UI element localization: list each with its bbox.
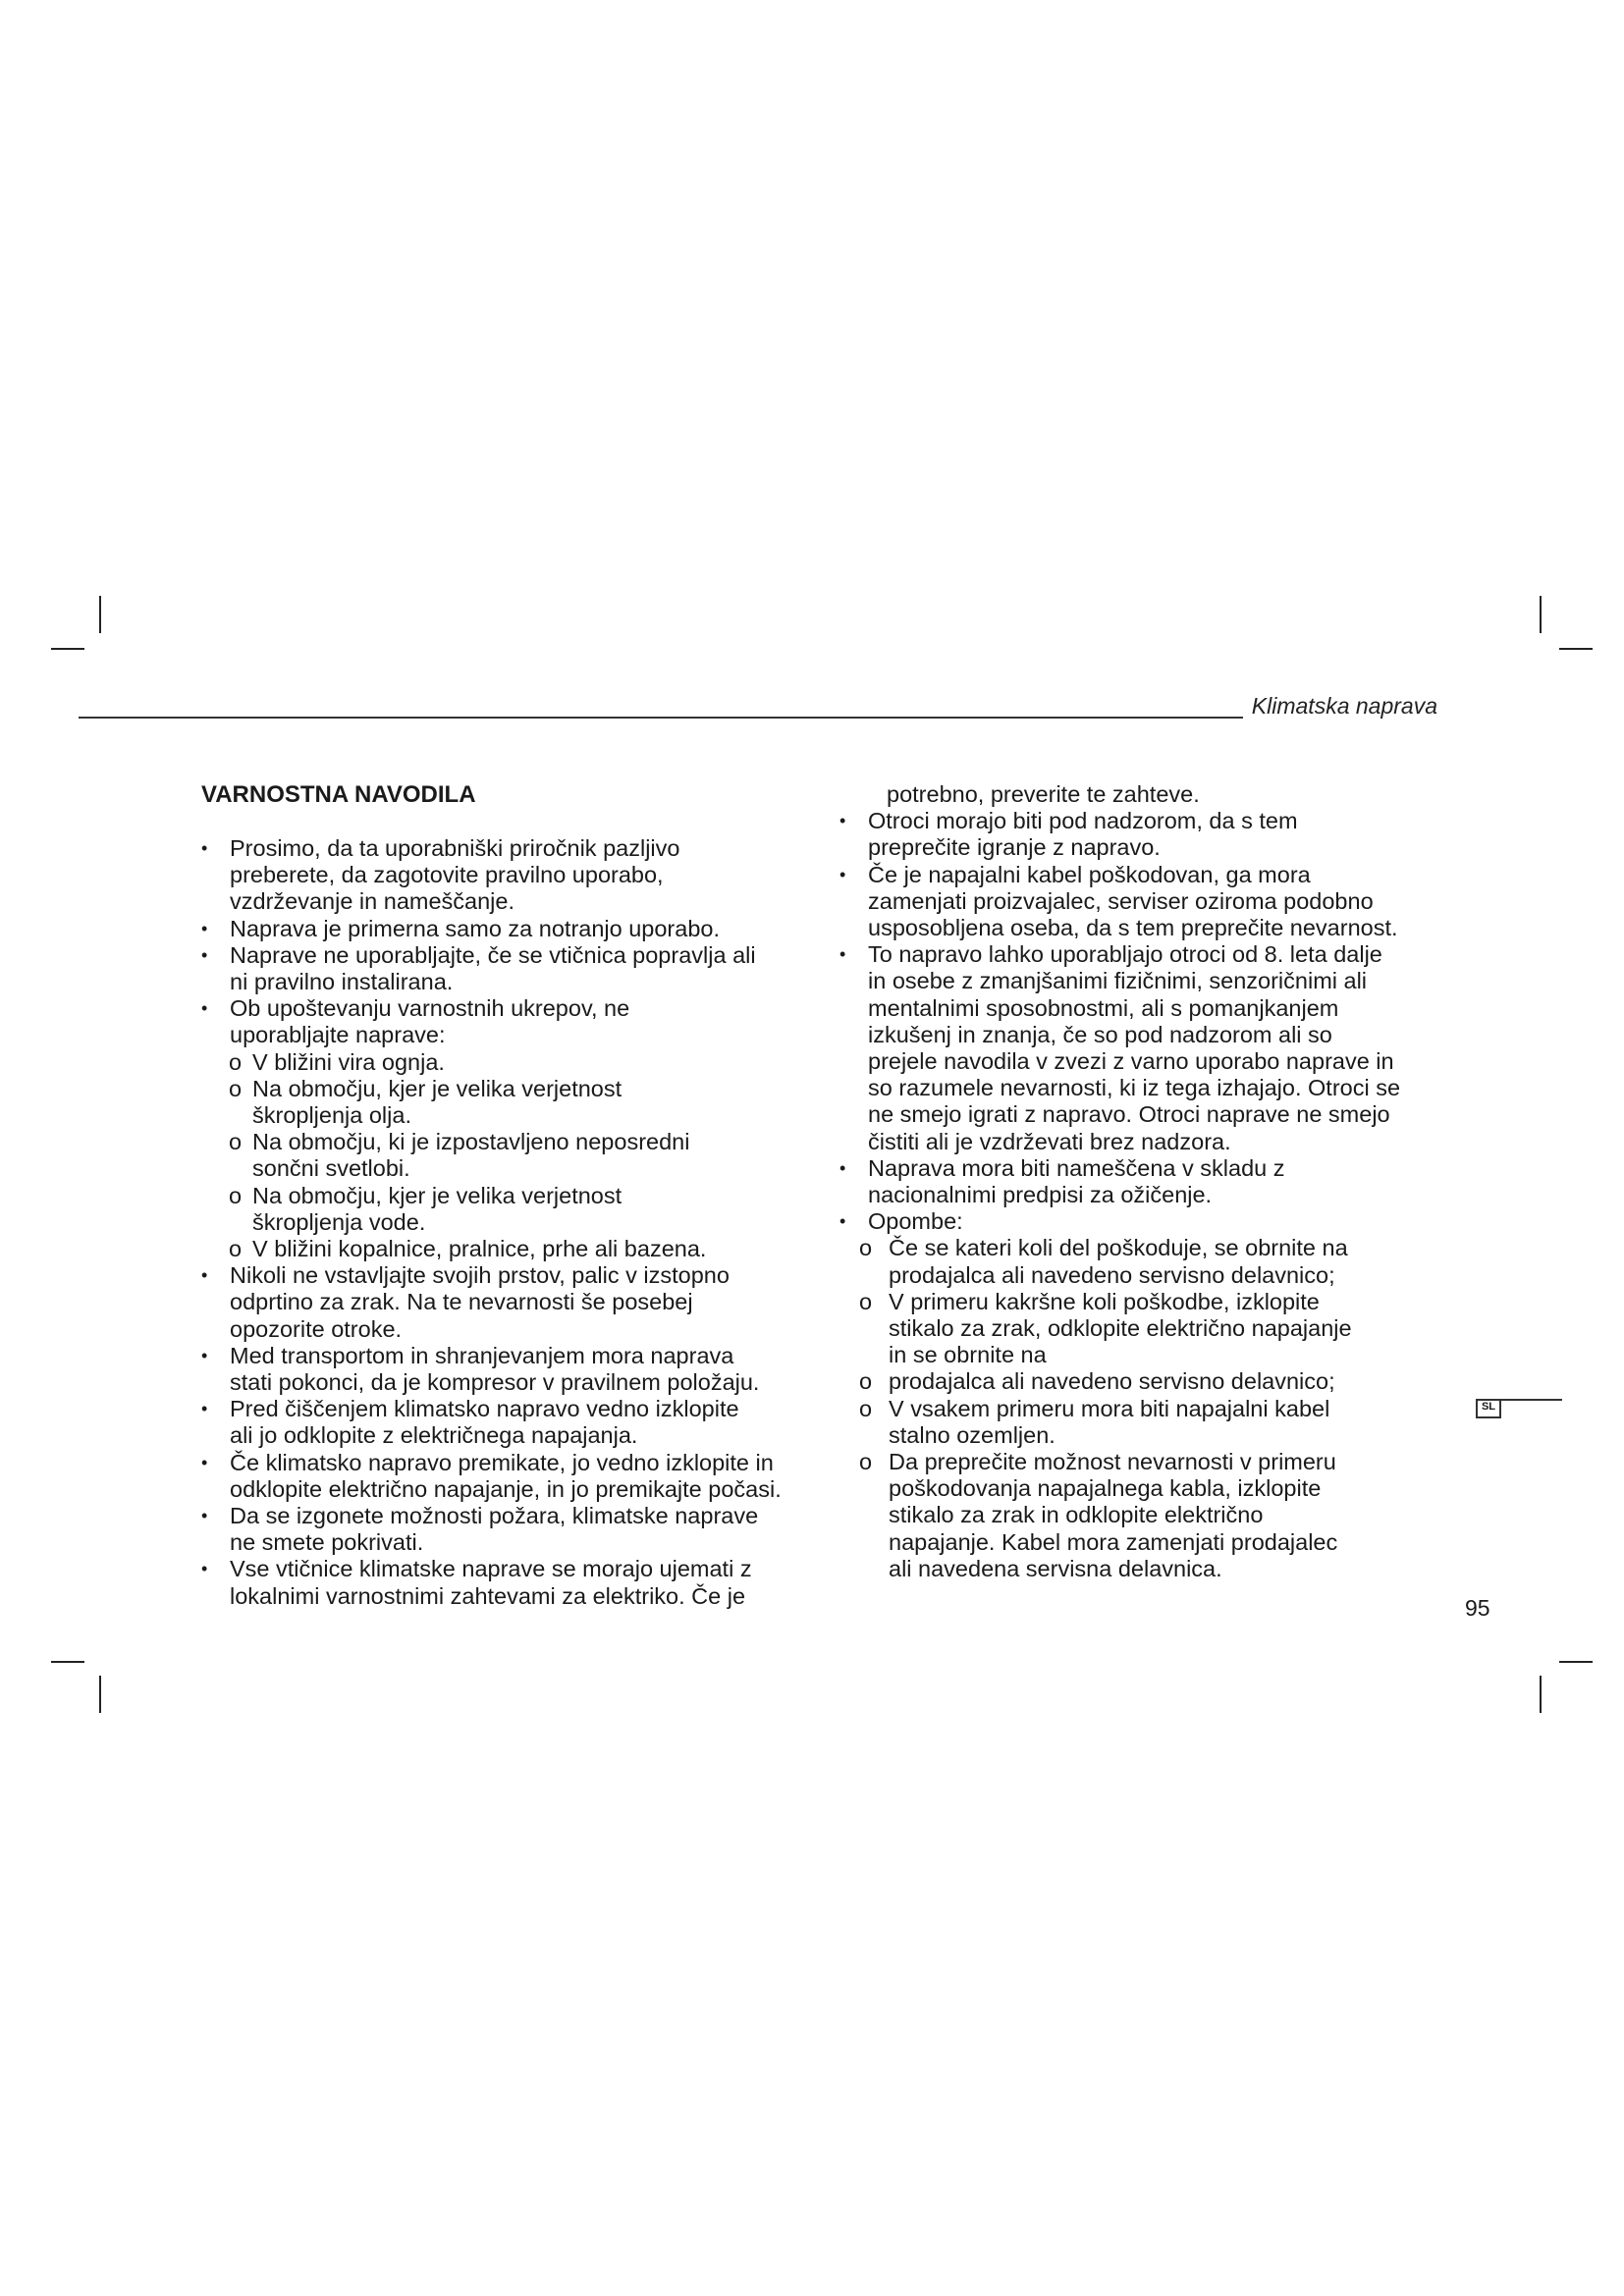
sub-item-marker: o bbox=[859, 1368, 873, 1395]
item-line: V bližini kopalnice, pralnice, prhe ali bazena. bbox=[252, 1236, 707, 1262]
crop-mark-bottom-left-vertical bbox=[99, 1676, 101, 1713]
continued-text bbox=[839, 781, 1448, 808]
item-line: nacionalnimi predpisi za ožičenje. bbox=[868, 1182, 1213, 1208]
item-line: izkušenj in znanja, če so pod nadzorom ali so bbox=[868, 1021, 1332, 1047]
crop-mark-top-right-horizontal bbox=[1559, 648, 1593, 650]
crop-mark-bottom-right-vertical bbox=[1540, 1676, 1542, 1713]
sub-item bbox=[201, 1076, 810, 1129]
item-line: preprečite igranje z napravo. bbox=[868, 834, 1161, 861]
page-number: 95 bbox=[1465, 1595, 1490, 1621]
crop-mark-top-left-vertical bbox=[99, 596, 101, 633]
item-line: • Če klimatsko napravo premikate, jo vedno izklopite in bbox=[230, 1449, 774, 1475]
item-line: Na območju, kjer je velika verjetnost bbox=[252, 1075, 623, 1101]
item-line: • Naprave ne uporabljajte, če se vtičnica popravlja ali bbox=[230, 941, 756, 968]
crop-mark-bottom-left-horizontal bbox=[51, 1661, 84, 1663]
item-line: • Ob upoštevanju varnostnih ukrepov, ne bbox=[230, 995, 630, 1022]
item-line: • Vse vtičnice klimatske naprave se morajo ujemati z bbox=[230, 1556, 752, 1582]
item-line: prodajalca ali navedeno servisno delavnico; bbox=[889, 1368, 1335, 1395]
item-line: preberete, da zagotovite pravilno uporabo, bbox=[230, 862, 664, 888]
item-line: vzdrževanje in nameščanje. bbox=[230, 888, 514, 915]
item-line: stikalo za zrak, odklopite električno napajanje bbox=[889, 1315, 1352, 1342]
item-line: ne smejo igrati z napravo. Otroci naprave ne smejo bbox=[868, 1101, 1390, 1128]
item-line: lokalnimi varnostnimi zahtevami za elektriko. Če je bbox=[230, 1582, 746, 1609]
item-line: ne smete pokrivati. bbox=[230, 1529, 424, 1556]
item-line: ni pravilno instalirana. bbox=[230, 969, 454, 995]
item-line: • Naprava mora biti nameščena v skladu z bbox=[868, 1154, 1285, 1181]
item-line: ali navedena servisna delavnica. bbox=[889, 1555, 1222, 1581]
sub-item bbox=[201, 1183, 810, 1236]
sub-item-marker: o bbox=[229, 1048, 243, 1075]
item-line: uporabljajte naprave: bbox=[230, 1022, 446, 1048]
item-line: in se obrnite na bbox=[889, 1342, 1047, 1368]
item-line: Da preprečite možnost nevarnosti v primeru bbox=[889, 1449, 1336, 1475]
item-line: • To napravo lahko uporabljajo otroci od 8. leta dalje bbox=[868, 941, 1382, 968]
item-line: odklopite električno napajanje, in jo premikajte počasi. bbox=[230, 1475, 782, 1502]
right-item-list bbox=[839, 781, 1448, 1582]
sub-item bbox=[201, 1236, 810, 1262]
bullet-item bbox=[201, 916, 810, 942]
bullet-item bbox=[201, 1450, 810, 1503]
item-line: usposobljena oseba, da s tem preprečite nevarnost. bbox=[868, 915, 1398, 941]
crop-mark-top-left-horizontal bbox=[51, 648, 84, 650]
bullet-item bbox=[201, 1262, 810, 1343]
item-line: V vsakem primeru mora biti napajalni kabel bbox=[889, 1395, 1330, 1421]
bullet-item bbox=[201, 1396, 810, 1449]
sub-item bbox=[839, 1396, 1448, 1449]
item-line: zamenjati proizvajalec, serviser oziroma podobno bbox=[868, 887, 1374, 914]
item-line: poškodovanja napajalnega kabla, izklopite bbox=[889, 1475, 1322, 1502]
sub-item-marker: o bbox=[229, 1236, 243, 1262]
item-line: potrebno, preverite te zahteve. bbox=[887, 781, 1200, 807]
bullet-item bbox=[839, 1208, 1448, 1235]
item-line: škropljenja olja. bbox=[252, 1102, 411, 1129]
bullet-item bbox=[201, 995, 810, 1048]
sub-item bbox=[839, 1449, 1448, 1582]
crop-mark-bottom-right-horizontal bbox=[1559, 1661, 1593, 1663]
bullet-item bbox=[201, 1343, 810, 1396]
section-title: VARNOSTNA NAVODILA bbox=[201, 781, 476, 808]
item-line: stalno ozemljen. bbox=[889, 1421, 1056, 1448]
item-line: stikalo za zrak in odklopite električno bbox=[889, 1502, 1264, 1528]
item-line: sončni svetlobi. bbox=[252, 1155, 410, 1182]
bullet-item bbox=[839, 941, 1448, 1155]
sub-item bbox=[201, 1129, 810, 1182]
item-line: Na območju, ki je izpostavljeno neposredni bbox=[252, 1129, 690, 1155]
bullet-item bbox=[201, 835, 810, 916]
sub-item-marker: o bbox=[859, 1449, 873, 1475]
item-line: so razumele nevarnosti, ki iz tega izhajajo. Otroci se bbox=[868, 1075, 1401, 1101]
sub-item-marker: o bbox=[229, 1129, 243, 1155]
item-line: prejele navodila v zvezi z varno uporabo naprave in bbox=[868, 1048, 1394, 1075]
sub-item-marker: o bbox=[859, 1288, 873, 1314]
item-line: • Naprava je primerna samo za notranjo uporabo. bbox=[230, 915, 720, 941]
language-tab: SL bbox=[1476, 1399, 1501, 1418]
item-line: V bližini vira ognja. bbox=[252, 1048, 445, 1075]
item-line: stati pokonci, da je kompresor v pravilnem položaju. bbox=[230, 1369, 760, 1396]
item-line: V primeru kakršne koli poškodbe, izklopite bbox=[889, 1288, 1320, 1314]
header-title: Klimatska naprava bbox=[1251, 693, 1437, 719]
item-line: • Otroci morajo biti pod nadzorom, da s tem bbox=[868, 808, 1298, 834]
bullet-item bbox=[839, 862, 1448, 942]
crop-mark-top-right-vertical bbox=[1540, 596, 1542, 633]
bullet-item bbox=[201, 1503, 810, 1556]
item-line: Če se kateri koli del poškoduje, se obrnite na bbox=[889, 1235, 1348, 1261]
item-line: odprtino za zrak. Na te nevarnosti še posebej bbox=[230, 1289, 693, 1315]
sub-item bbox=[839, 1289, 1448, 1369]
bullet-item bbox=[839, 808, 1448, 861]
bullet-item bbox=[201, 942, 810, 995]
left-column bbox=[201, 781, 810, 1610]
right-column bbox=[839, 781, 1448, 1582]
item-line: mentalnimi sposobnostmi, ali s pomanjkanjem bbox=[868, 994, 1339, 1021]
item-line: prodajalca ali navedeno servisno delavnico; bbox=[889, 1261, 1335, 1288]
sub-item bbox=[201, 1049, 810, 1076]
sub-item bbox=[839, 1368, 1448, 1395]
item-line: ali jo odklopite z električnega napajanja. bbox=[230, 1422, 638, 1449]
bullet-item bbox=[839, 1155, 1448, 1208]
item-line: • Opombe: bbox=[868, 1208, 963, 1235]
item-line: • Nikoli ne vstavljajte svojih prstov, palic v izstopno bbox=[230, 1262, 730, 1289]
bullet-item bbox=[201, 1556, 810, 1609]
sub-item-marker: o bbox=[859, 1395, 873, 1421]
sub-item bbox=[839, 1235, 1448, 1288]
sub-item-marker: o bbox=[859, 1235, 873, 1261]
item-line: napajanje. Kabel mora zamenjati prodajalec bbox=[889, 1528, 1338, 1555]
item-line: čistiti ali je vzdrževati brez nadzora. bbox=[868, 1128, 1231, 1154]
item-line: • Če je napajalni kabel poškodovan, ga mora bbox=[868, 861, 1311, 887]
sub-item-marker: o bbox=[229, 1075, 243, 1101]
sub-item-marker: o bbox=[229, 1182, 243, 1208]
left-item-list bbox=[201, 835, 810, 1610]
item-line: Na območju, kjer je velika verjetnost bbox=[252, 1182, 623, 1208]
item-line: • Prosimo, da ta uporabniški priročnik pazljivo bbox=[230, 835, 680, 861]
item-line: • Med transportom in shranjevanjem mora naprava bbox=[230, 1342, 734, 1368]
item-line: in osebe z zmanjšanimi fizičnimi, senzoričnimi ali bbox=[868, 968, 1368, 994]
item-line: škropljenja vode. bbox=[252, 1208, 426, 1235]
item-line: • Pred čiščenjem klimatsko napravo vedno izklopite bbox=[230, 1396, 739, 1422]
item-line: opozorite otroke. bbox=[230, 1315, 403, 1342]
header-rule bbox=[79, 717, 1243, 719]
item-line: • Da se izgonete možnosti požara, klimatske naprave bbox=[230, 1503, 759, 1529]
